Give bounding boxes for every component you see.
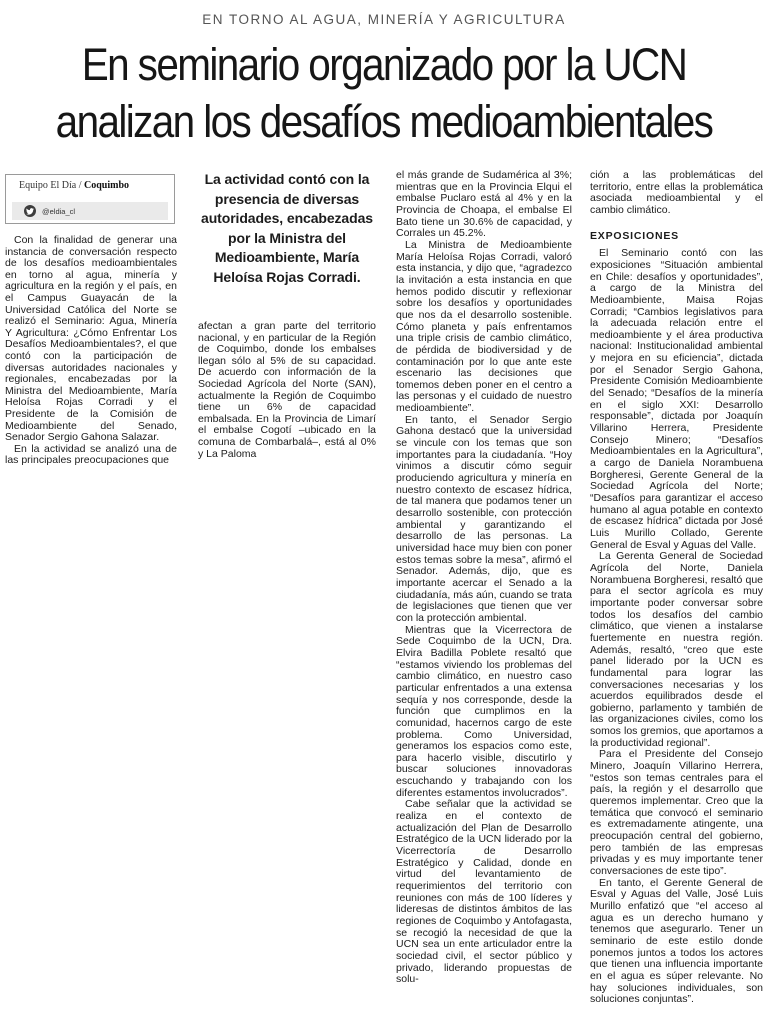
byline-separator: / [78,180,82,191]
body-paragraph: Cabe señalar que la actividad se realiza en el contexto de actualización del Plan de Desarrollo Estratégico de la UCN liderado por la Vicerrectoría de Desarrollo Estratégico y Calidad, donde en virtud del levantamiento de requerimientos del territorio con reuniones con más de 100 líderes y lideresas de distintos ámbitos de las regiones de Coquimbo y Antofagasta, se recogió la necesidad de que la UCN sea un ente articulador entre la sociedad civil, el sector público y privado, liderando propuestas de solu- [396,798,572,986]
byline-author: Equipo El Día [19,180,77,191]
section-subhead: EXPOSICIONES [590,229,679,242]
article-column-4 [590,170,763,1006]
body-paragraph: Mientras que la Vicerrectora de Sede Coquimbo de la UCN, Dra. Elvira Badilla Poblete resaltó que “estamos viviendo los problemas del cambio climático, en nuestro caso particular enfrentados a una extensa sequía y nos corresponde, desde la función que cumplimos en la comunidad, hacernos cargo de este problema. Como Universidad, generamos los espacios como este, para hacerlo visible, discutirlo y buscar soluciones innovadoras escuchando y trabajando con los diferentes estamentos involucrados”. [396,623,572,799]
headline-line-2: analizan los desafíos medioambientales [55,96,713,147]
body-paragraph: El Seminario contó con las exposiciones “Situación ambiental en Chile: desafíos y oportunidades”, a cargo de la Ministra del Medioambiente, Maisa Rojas Corradi; “Cambios legislativos para la adecuada relación entre el medioambiente y el área productiva nacional: Institucionalidad ambiental y mejora en su eficiencia”, dictada por el Senador Sergio Gahona, Presidente Comisión Medioambiente del Senado; “Desafíos de la minería en el siglo XXI: Desarrollo responsable”, dictada por Joaquín Villarino Herrera, Presidente Consejo Minero; “Desafíos Medioambientales en la Agricultura”, a cargo de Daniela Norambuena Borgheresi, Gerente General de la Sociedad Agrícola del Norte; “Desafíos para garantizar el acceso humano al agua potable en contexto de escasez hídrica” dictada por José Luis Murillo Collado, Gerente General de Esval y Aguas del Valle. [590,247,763,551]
article-column-2 [198,321,376,460]
byline-location: Coquimbo [84,180,130,191]
article-column-1 [5,235,177,467]
byline-box [5,174,175,224]
twitter-handle: @eldia_cl [42,206,76,216]
pull-quote: La actividad contó con la presencia de diversas autoridades, encabezadas por la Ministra del Medioambiente, María Heloísa Rojas Corradi. [201,171,373,285]
body-paragraph: En la actividad se analizó una de las principales preocupaciones que [5,442,177,467]
body-paragraph: el más grande de Sudamérica al 3%; mientras que en la Provincia Elqui el embalse Puclaro está al 4% y en la Provincia de Choapa, el embalse El Bato tiene un 30.6% de capacidad, y Corrales un 45.2%. [396,169,572,240]
body-paragraph: ción a las problemáticas del territorio, entre ellas la problemática asociada medioambiental y el cambio climático. [590,169,763,216]
article-kicker: EN TORNO AL AGUA, MINERÍA Y AGRICULTURA [202,12,566,27]
twitter-bird-glyph [26,208,34,215]
body-paragraph: La Ministra de Medioambiente María Heloísa Rojas Corradi, valoró esta instancia, y dijo que, “agradezco la invitación a esta instancia en que hemos podido discutir y reflexionar sobre los desafíos y oportunidades que nos da el desarrollo sostenible. Cómo planeta y país enfrentamos una triple crisis de cambio climático, de pérdida de biodiversidad y de contaminación por lo que ante este escenario las decisiones que tomemos deben poner en el centro a las personas y el cuidado de nuestro medioambiente”. [396,238,572,415]
body-paragraph: En tanto, el Gerente General de Esval y Aguas del Valle, José Luis Murillo enfatizó que “el acceso al agua es un derecho humano y tenemos que asegurarlo. Tener un seminario de este estilo donde ponemos juntos a todos los actores que tienen una influencia importante en el agua es súper relevante. No hay soluciones individuales, son soluciones conjuntas”. [590,876,763,1006]
headline-line-1: En seminario organizado por la UCN [81,39,687,90]
body-paragraph: afectan a gran parte del territorio nacional, y en particular de la Región de Coquimbo, donde los embalses llegan sólo al 5% de su capacidad. De acuerdo con información de la Sociedad Agrícola del Norte (SAN), actualmente la Región de Coquimbo tiene un 6% de capacidad embalsada. En la Provincia de Limarí el embalse Cogotí –ubicado en la comuna de Combarbalá–, está al 0% y La Paloma [198,320,376,460]
article-column-3 [396,170,572,986]
article-headline [38,36,729,150]
body-paragraph: La Gerenta General de Sociedad Agrícola del Norte, Daniela Norambuena Borgheresi, resaltó que para el sector agrícola es muy importante poder conversar sobre todos los desafíos del cambio climático, que vienen a instalarse fuertemente en nuestra región. Además, resaltó, “creo que este panel liderado por la UCN es fundamental para lograr las conversaciones necesarias y los acuerdos equilibrados desde el gobierno, parlamento y también de las organizaciones civiles, como los somos los gremios, que aportamos a la productividad regional”. [590,550,763,749]
byline-social-bar [12,202,168,220]
twitter-icon [24,205,36,217]
byline-credit [6,175,174,191]
body-paragraph: Para el Presidente del Consejo Minero, Joaquín Villarino Herrera, “estos son temas centrales para el país, la región y el desarrollo que queremos implementar. Creo que la temática que convocó el seminario es extremadamente atingente, una preocupación central del gobierno, pero también de las empresas privadas y es muy importante tener conversaciones de este tipo”. [590,748,763,877]
body-paragraph: En tanto, el Senador Sergio Gahona destacó que la universidad se vincule con los temas que son importantes para la ciudadanía. “Hoy vinimos a discutir cómo seguir produciendo agricultura y minería en nuestro contexto de escasez hídrica, de tal manera que podamos tener un desarrollo sostenible, con protección ambiental y garantizando el desarrollo de las personas. La universidad hace muy bien con poner estos temas sobre la mesa”, afirmó el Senador. Además, dijo, que es importante acercar el Senado a la ciudadanía, más aún, cuando se trata de legislaciones que tienen que ver con la protección ambiental. [396,413,572,624]
body-paragraph: Con la finalidad de generar una instancia de conversación respecto de los desafíos medioambientales en torno al agua, minería y agricultura en la región y el país, en el Campus Guayacán de la Universidad Católica del Norte se realizó el Seminario: Agua, Minería Y Agricultura: ¿Cómo Enfrentar Los Desafíos Medioambientales?, el que contó con la participación de diversas autoridades nacionales y regionales, encabezadas por la Ministra del Medioambiente, María Heloísa Rojas Corradi y el Presidente de la Comisión de Medioambiente del Senado, Senador Sergio Gahona Salazar. [5,234,177,444]
